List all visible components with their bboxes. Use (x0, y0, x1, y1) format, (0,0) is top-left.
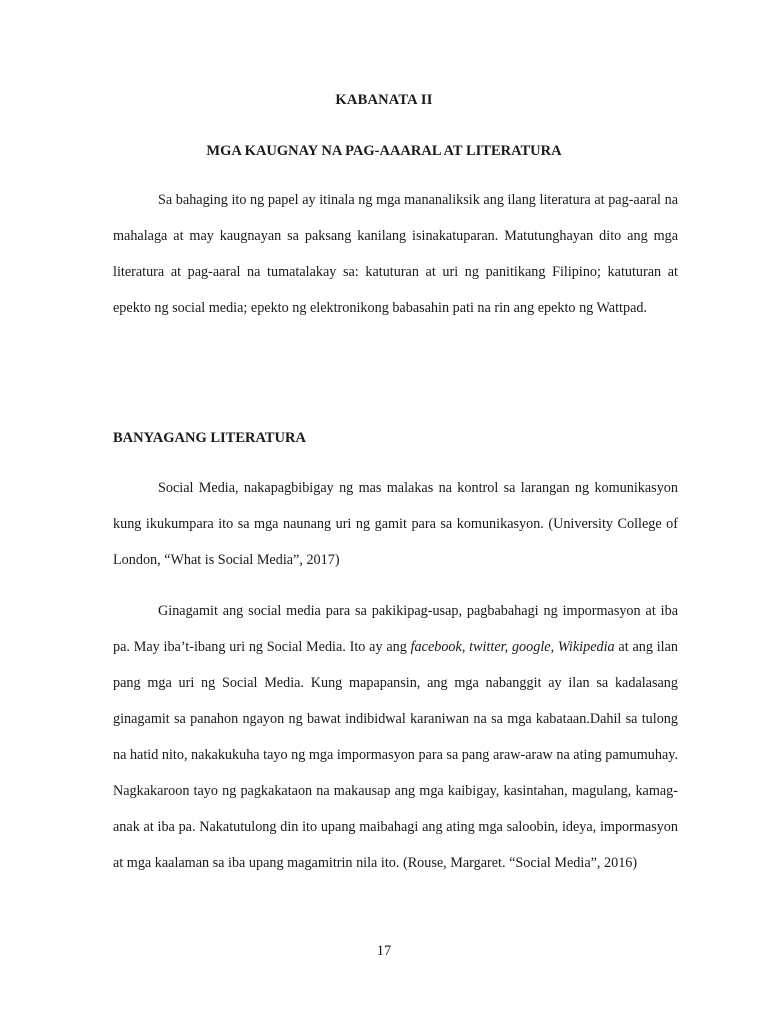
paragraph-text-start: Ginagamit ang social media para sa pakikipag-usap, pagbabahagi ng impormasyon at iba pa. May iba’t-ibang uri ng Social Media. Ito ay ang (113, 603, 678, 655)
section-heading: BANYAGANG LITERATURA (113, 430, 306, 446)
intro-paragraph: Sa bahaging ito ng papel ay itinala ng mga mananaliksik ang ilang literatura at pag-aaral na mahalaga at may kaugnayan sa paksang kanilang isinakatuparan. Matutunghayan dito ang mga literatura at pag-aaral na tumatalakay sa: katuturan at uri ng panitikang Filipino; katuturan at epekto ng social media; epekto ng elektronikong babasahin pati na rin ang epekto ng Wattpad. (113, 192, 678, 316)
chapter-subtitle: MGA KAUGNAY NA PAG-AAARAL AT LITERATURA (206, 143, 562, 159)
ginagamit-paragraph (113, 593, 678, 881)
paragraph-text-end: at ang ilan pang mga uri ng Social Media. Kung mapapansin, ang mga nabanggit ay ilan sa kadalasang ginagamit sa panahon ngayon ng bawat indibidwal karaniwan na sa mga kabataan.Dahil sa tulong na hatid nito, nakakukuha tayo ng mga impormasyon para sa pang araw-araw na ating pamumuhay. Nagkakaroon tayo ng pagkakataon na makausap ang mga kaibigay, kasintahan, magulang, kamag-anak at iba pa. Nakatutulong din ito upang maibahagi ang ating mga saloobin, ideya, impormasyon at mga kaalaman sa iba upang magamitrin nila ito. (Rouse, Margaret. “Social Media”, 2016) (113, 639, 678, 871)
chapter-title: KABANATA II (335, 92, 433, 108)
social-media-paragraph: Social Media, nakapagbibigay ng mas malakas na kontrol sa larangan ng komunikasyon kung ikukumpara ito sa mga naunang uri ng gamit para sa komunikasyon. (University College of London, “What is Social Media”, 2017) (113, 480, 678, 568)
social-media-examples: facebook, twitter, google, Wikipedia (410, 639, 615, 655)
page-number: 17 (376, 943, 392, 959)
